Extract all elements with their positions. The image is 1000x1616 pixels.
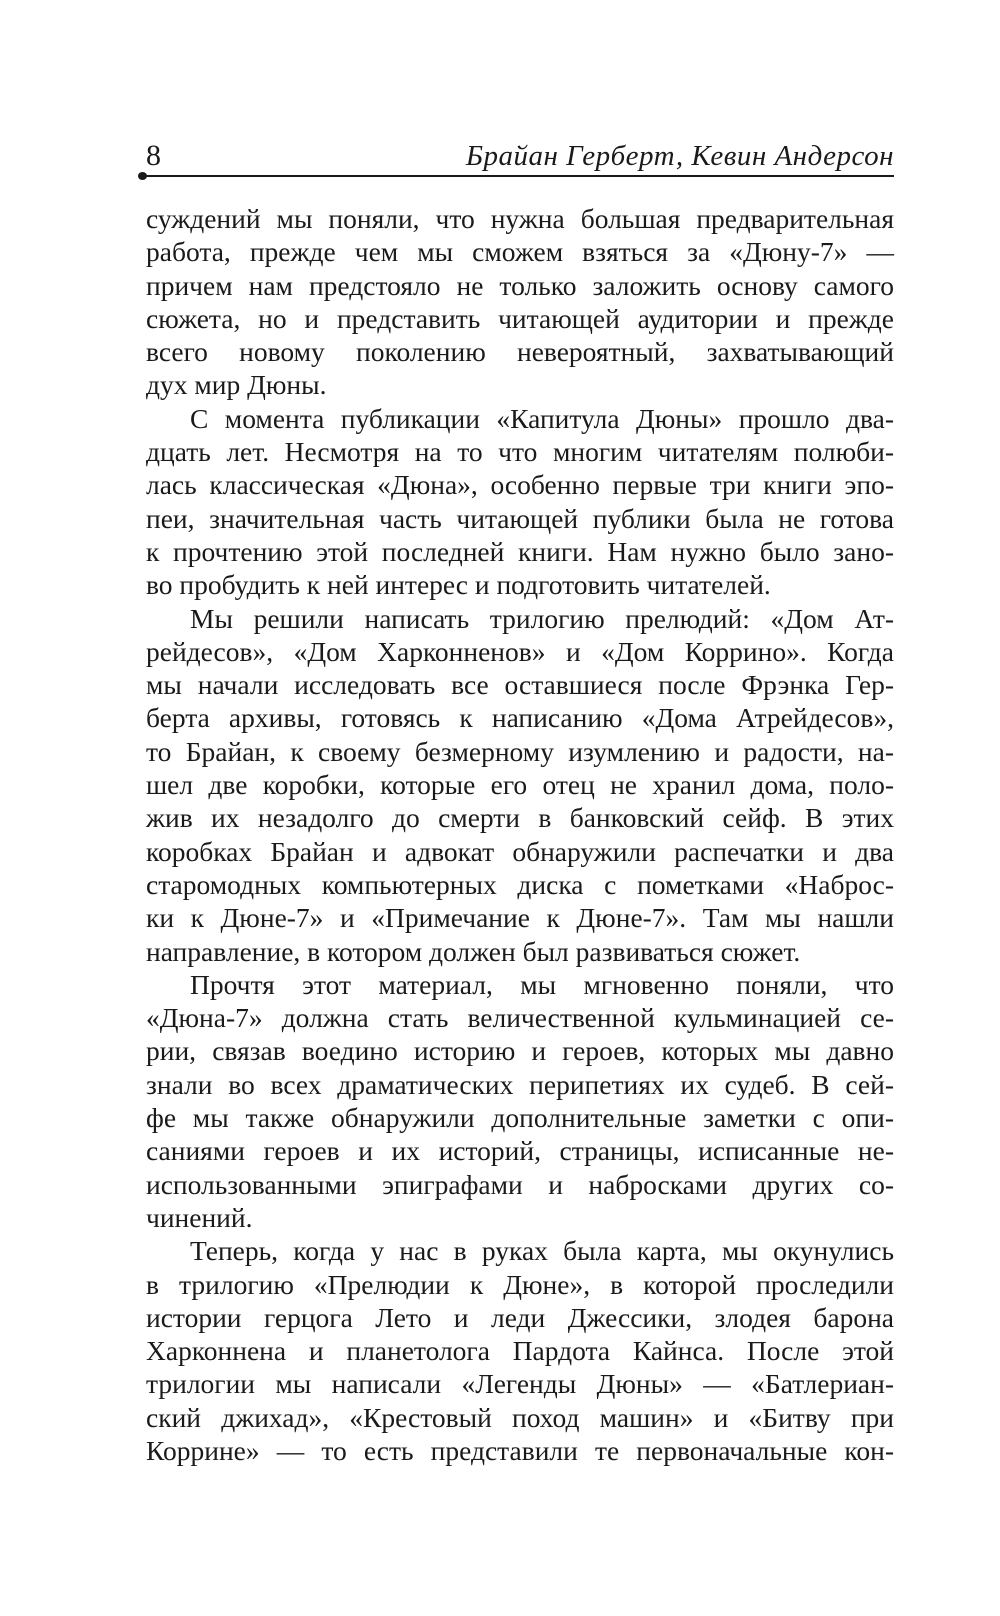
text-line: направление, в котором должен был развиваться сюжет. [146,935,801,967]
text-line: «Дюна-7» должна стать величественной кульминацией се- [146,1002,894,1034]
text-line: ки к Дюне-7» и «Примечание к Дюне-7». Там мы нашли [146,902,894,934]
text-line: рии, связав воедино историю и героев, которых мы давно [146,1035,894,1067]
text-line: дцать лет. Несмотря на то что многим читателям полюби- [146,436,894,468]
paragraph-5 [146,1234,894,1467]
paragraph-4 [146,968,894,1234]
running-title: Брайан Герберт, Кевин Андерсон [465,140,894,172]
text-line: шел две коробки, которые его отец не хранил дома, поло- [146,769,894,801]
text-line: Теперь, когда у нас в руках была карта, мы окунулись [190,1235,894,1267]
text-line: во пробудить к ней интерес и подготовить читателей. [146,569,771,601]
text-line: Коррине» — то есть представили те первоначальные кон- [146,1434,894,1466]
text-line: Мы решили написать трилогию прелюдий: «Дом Ат- [190,602,894,634]
text-line: к прочтению этой последней книги. Нам нужно было зано- [146,535,894,567]
text-line: мы начали исследовать все оставшиеся после Фрэнка Гер- [146,669,894,701]
text-line: знали во всех драматических перипетиях их судеб. В сей- [146,1068,894,1100]
text-line: дух мир Дюны. [146,369,327,401]
text-line: Прочтя этот материал, мы мгновенно поняли, что [190,968,894,1000]
text-line: то Брайан, к своему безмерному изумлению и радости, на- [146,735,894,767]
text-line: берта архивы, готовясь к написанию «Дома Атрейдесов», [146,702,894,734]
text-line: ский джихад», «Крестовый поход машин» и «Битву при [146,1401,894,1433]
text-line: суждений мы поняли, что нужна большая предварительная [146,203,894,234]
text-line: чинений. [146,1201,253,1233]
text-line: использованными эпиграфами и набросками других со- [146,1168,894,1200]
text-line: трилогии мы написали «Легенды Дюны» — «Батлериан- [146,1368,894,1400]
text-line: С момента публикации «Капитула Дюны» прошло два- [190,402,894,434]
paragraph-2 [146,402,894,602]
paragraph-1 [146,202,894,402]
text-line: фе мы также обнаружили дополнительные заметки с опи- [146,1102,894,1134]
text-line: Харконнена и планетолога Пардота Кайнса. После этой [146,1335,894,1367]
text-line: коробках Брайан и адвокат обнаружили распечатки и два [146,835,894,867]
text-line: рейдесов», «Дом Харконненов» и «Дом Коррино». Когда [146,635,894,667]
text-line: пеи, значительная часть читающей публики была не готова [146,502,894,534]
text-line: сюжета, но и представить читающей аудитории и прежде [146,302,894,334]
running-header [142,136,894,176]
header-rule [142,175,894,177]
header-rule-dot [138,172,147,180]
text-line: лась классическая «Дюна», особенно первые три книги эпо- [146,469,894,501]
text-line: истории герцога Лето и леди Джессики, злодея барона [146,1301,894,1333]
text-line: старомодных компьютерных диска с пометками «Наброс- [146,868,894,900]
text-line: саниями героев и их историй, страницы, исписанные не- [146,1135,894,1167]
text-line: работа, прежде чем мы сможем взяться за «Дюну-7» — [146,236,894,268]
page-number: 8 [146,139,161,172]
body-text [146,202,894,1467]
text-line: всего новому поколению невероятный, захватывающий [146,336,894,368]
text-line: жив их незадолго до смерти в банковский сейф. В этих [146,802,894,834]
paragraph-3 [146,602,894,968]
text-line: в трилогию «Прелюдии к Дюне», в которой проследили [146,1268,894,1300]
text-line: причем нам предстояло не только заложить основу самого [146,269,894,301]
